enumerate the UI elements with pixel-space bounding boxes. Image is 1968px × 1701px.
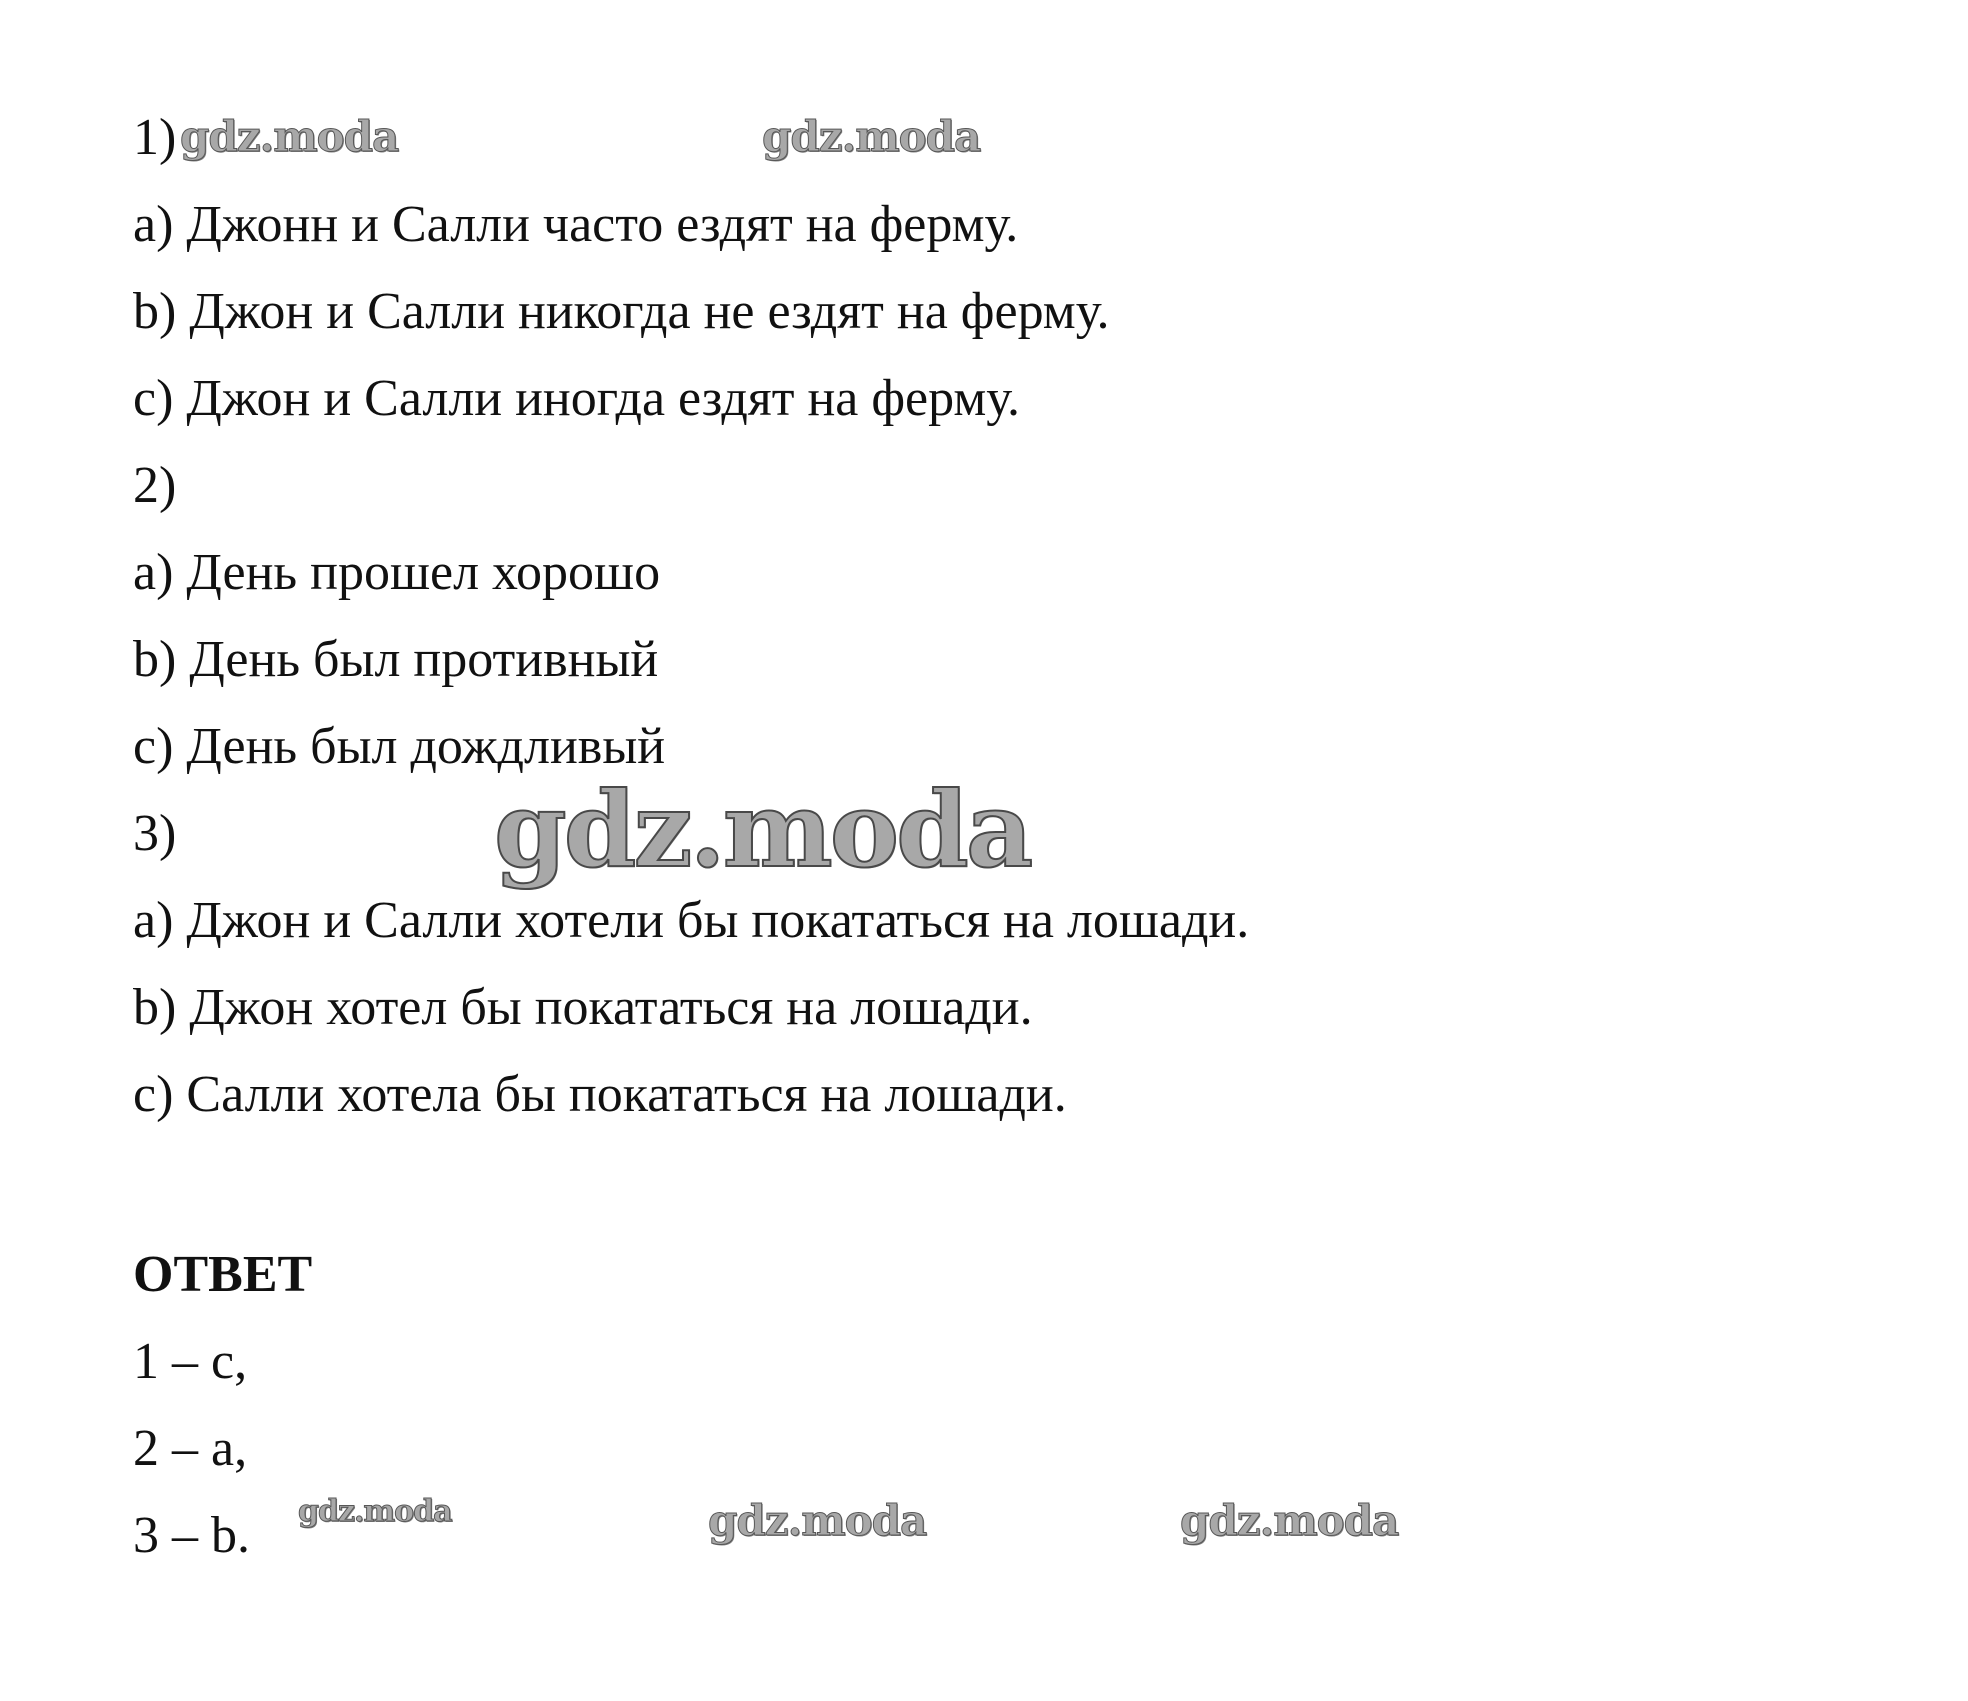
question-2-option-b: b) День был противный (133, 631, 659, 688)
watermark: gdz.moda (762, 112, 981, 161)
answer-line-1: 1 – c, (133, 1333, 248, 1390)
question-2-option-c: c) День был дождливый (133, 718, 666, 775)
question-3-option-a: a) Джон и Салли хотели бы покататься на лошади. (133, 892, 1250, 949)
answer-heading: ОТВЕТ (133, 1246, 313, 1303)
answer-line-2: 2 – a, (133, 1420, 248, 1477)
question-1-option-b: b) Джон и Салли никогда не ездят на ферму. (133, 283, 1110, 340)
watermark: gdz.moda (708, 1496, 927, 1545)
question-3-option-c: c) Салли хотела бы покататься на лошади. (133, 1066, 1067, 1123)
watermark: gdz.moda (1180, 1496, 1399, 1545)
question-1-option-a: a) Джонн и Салли часто ездят на ферму. (133, 196, 1019, 253)
question-1-number: 1) (133, 109, 177, 166)
question-3-option-b: b) Джон хотел бы покататься на лошади. (133, 979, 1033, 1036)
question-2-number: 2) (133, 457, 177, 514)
question-1-option-c: c) Джон и Салли иногда ездят на ферму. (133, 370, 1021, 427)
question-2-option-a: a) День прошел хорошо (133, 544, 661, 601)
question-3-number: 3) (133, 805, 177, 862)
watermark: gdz.moda (180, 112, 399, 161)
answer-line-3: 3 – b. (133, 1507, 250, 1564)
watermark: gdz.moda (494, 768, 1031, 891)
watermark: gdz.moda (298, 1494, 452, 1529)
